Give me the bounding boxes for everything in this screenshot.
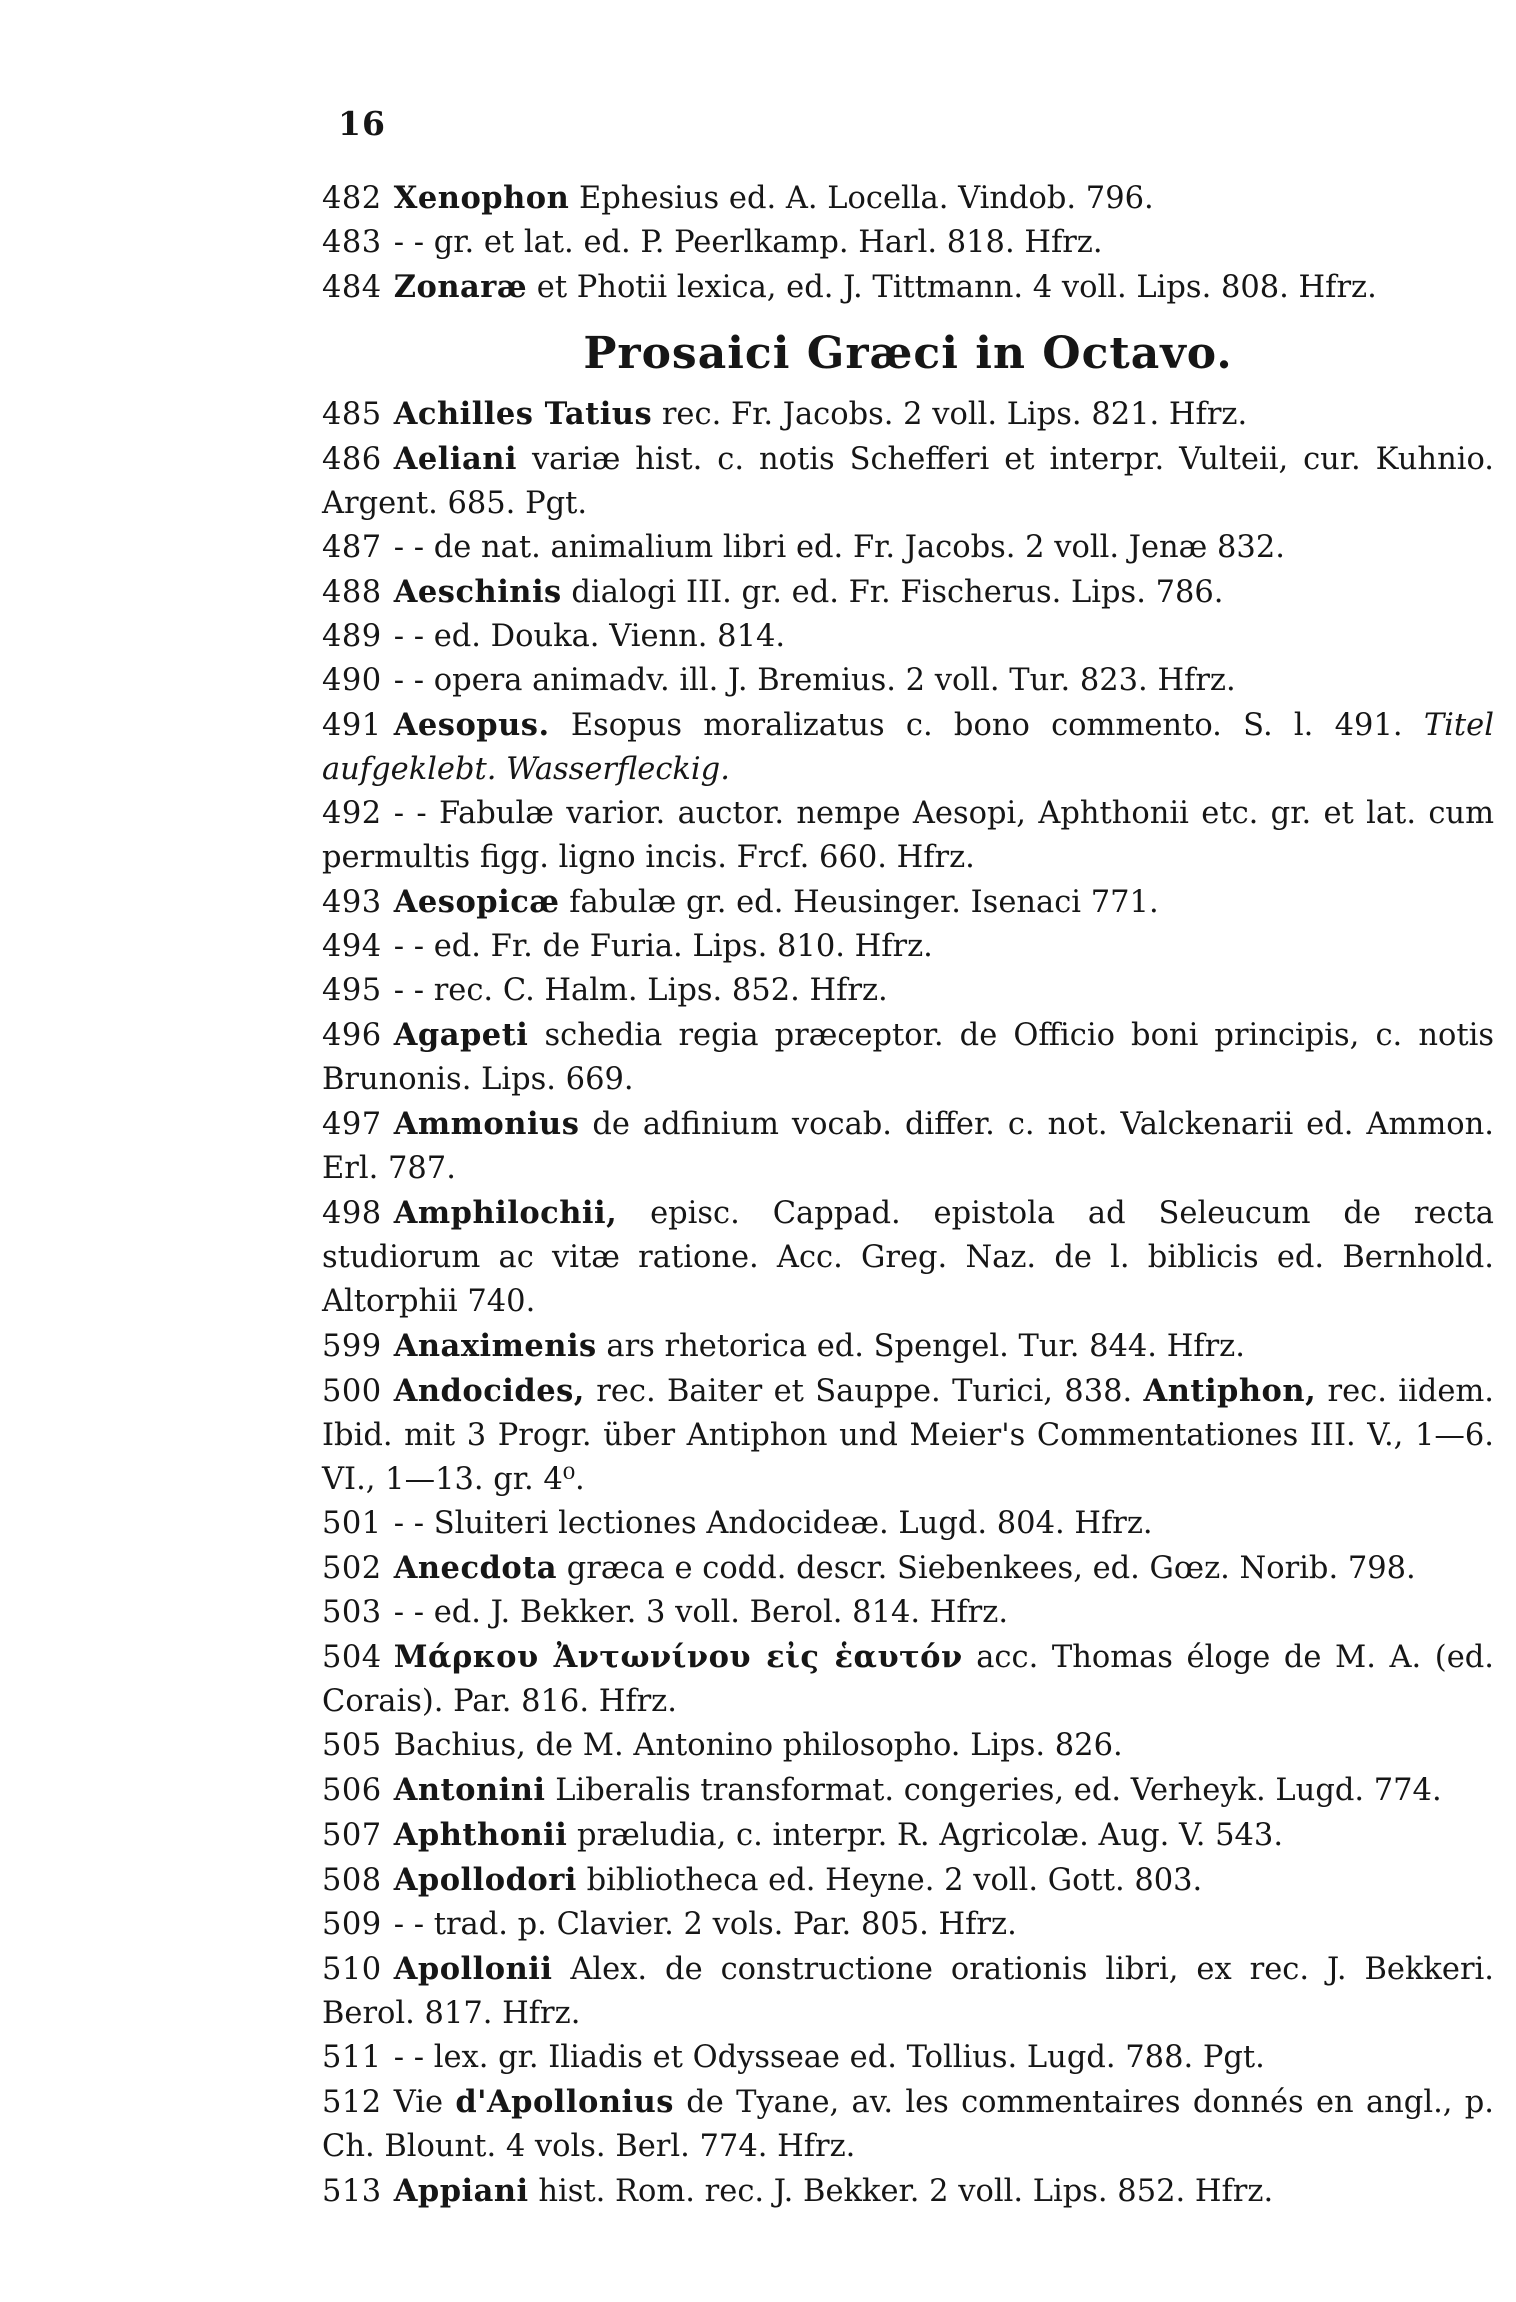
entry-number: 505 <box>322 1728 382 1763</box>
entry-text: - - lex. gr. Iliadis et Odysseae ed. Tollius. Lugd. 788. Pgt. <box>393 2040 1265 2075</box>
entry-text: Liberalis transformat. congeries, ed. Verheyk. Lugd. 774. <box>545 1773 1442 1808</box>
catalogue-entry <box>322 969 1494 1013</box>
catalogue-entry <box>322 570 1494 615</box>
entry-text: - - trad. p. Clavier. 2 vols. Par. 805. Hfrz. <box>393 1907 1017 1942</box>
entry-text: de adfinium vocab. differ. c. not. Valckenarii ed. Ammon. Erl. 787. <box>322 1107 1494 1186</box>
entry-text: ars rhetorica ed. Spengel. Tur. 844. Hfrz. <box>596 1329 1245 1364</box>
entry-number: 496 <box>322 1018 382 1053</box>
catalogue-entry <box>322 265 1494 310</box>
entry-author: Aesopicæ <box>393 884 560 920</box>
entry-text: variæ hist. c. notis Schefferi et interpr. Vulteii, cur. Kuhnio. Argent. 685. Pgt. <box>322 442 1494 521</box>
entry-number: 486 <box>322 442 382 477</box>
catalogue-entry <box>322 2080 1494 2169</box>
entry-number: 495 <box>322 973 382 1008</box>
entry-text: Alex. de constructione orationis libri, ex rec. J. Bekkeri. Berol. 817. Hfrz. <box>322 1952 1494 2031</box>
entry-text: bibliotheca ed. Heyne. 2 voll. Gott. 803. <box>576 1863 1203 1898</box>
entries-after-heading <box>322 392 1494 2214</box>
entry-text: acc. Thomas éloge de M. A. (ed. Corais). Par. 816. Hfrz. <box>322 1640 1494 1719</box>
entry-author: Apollonii <box>393 1951 553 1987</box>
entry-number: 490 <box>322 663 382 698</box>
entry-text: de Tyane, av. les commentaires donnés en angl., p. Ch. Blount. 4 vols. Berl. 774. Hfrz. <box>322 2085 1494 2164</box>
entry-text: Ephesius ed. A. Locella. Vindob. 796. <box>569 181 1154 216</box>
entry-author: Aphthonii <box>393 1817 568 1853</box>
entry-number: 506 <box>322 1773 382 1808</box>
catalogue-entry <box>322 221 1494 265</box>
entry-number: 507 <box>322 1818 382 1853</box>
entry-text: - - ed. Fr. de Furia. Lips. 810. Hfrz. <box>393 929 933 964</box>
entry-number: 508 <box>322 1863 382 1898</box>
catalogue-entry <box>322 1724 1494 1768</box>
entry-text: et Photii lexica, ed. J. Tittmann. 4 voll. Lips. 808. Hfrz. <box>527 270 1377 305</box>
entry-text: - - gr. et lat. ed. P. Peerlkamp. Harl. 818. Hfrz. <box>393 225 1103 260</box>
catalogue-entry <box>322 1813 1494 1858</box>
catalogue-entry <box>322 437 1494 526</box>
entry-number: 500 <box>322 1374 382 1409</box>
entry-author: Xenophon <box>393 180 570 216</box>
entry-text: fabulæ gr. ed. Heusinger. Isenaci 771. <box>559 885 1159 920</box>
entry-author: Apollodori <box>393 1862 577 1898</box>
catalogue-entry <box>322 2169 1494 2214</box>
entry-number: 483 <box>322 225 382 260</box>
entry-author: Aeschinis <box>393 574 562 610</box>
entry-number: 509 <box>322 1907 382 1942</box>
catalogue-entry <box>322 792 1494 880</box>
entry-author: Antiphon, <box>1143 1373 1317 1409</box>
entry-author: Anaximenis <box>393 1328 597 1364</box>
entry-number: 503 <box>322 1595 382 1630</box>
entry-text: græca e codd. descr. Siebenkees, ed. Gœz. Norib. 798. <box>557 1551 1416 1586</box>
catalogue-entry <box>322 1858 1494 1903</box>
entry-number: 482 <box>322 181 382 216</box>
entry-number: 485 <box>322 397 382 432</box>
entry-author: Agapeti <box>393 1017 529 1053</box>
catalogue-entry <box>322 2036 1494 2080</box>
entry-number: 494 <box>322 929 382 964</box>
entry-number: 510 <box>322 1952 382 1987</box>
entry-text: dialogi III. gr. ed. Fr. Fischerus. Lips. 786. <box>561 575 1224 610</box>
catalogue-entry <box>322 1102 1494 1191</box>
catalogue-entry <box>322 1591 1494 1635</box>
entry-number: 487 <box>322 530 382 565</box>
entry-author: Aeliani <box>393 441 517 477</box>
entry-text: Bachius, de M. Antonino philosopho. Lips. 826. <box>393 1728 1123 1763</box>
entry-author: Amphilochii, <box>393 1195 618 1231</box>
entry-note: Titel aufgeklebt. Wasserfleckig. <box>322 708 1494 787</box>
entry-text: - - Fabulæ varior. auctor. nempe Aesopi, Aphthonii etc. gr. et lat. cum permultis figg. ligno incis. Frcf. 660. Hfrz. <box>322 796 1494 875</box>
entry-number: 502 <box>322 1551 382 1586</box>
entry-author: Ammonius <box>393 1106 580 1142</box>
entry-author: Antonini <box>393 1772 546 1808</box>
entry-number: 497 <box>322 1107 382 1142</box>
entry-text: rec. Baiter et Sauppe. Turici, 838. <box>584 1374 1144 1409</box>
entry-number: 488 <box>322 575 382 610</box>
entry-author: Aesopus. <box>393 707 550 743</box>
entry-text: rec. iidem. Ibid. mit 3 Progr. über Antiphon und Meier's Commentationes III. V., 1—6. VI., 1—13. gr. 4⁰. <box>322 1374 1494 1497</box>
entry-text: - - rec. C. Halm. Lips. 852. Hfrz. <box>393 973 888 1008</box>
entry-author: Andocides, <box>393 1373 585 1409</box>
entry-number: 491 <box>322 708 382 743</box>
entry-number: 504 <box>322 1640 382 1675</box>
entry-text: - - de nat. animalium libri ed. Fr. Jacobs. 2 voll. Jenæ 832. <box>393 530 1285 565</box>
entry-number: 501 <box>322 1506 382 1541</box>
catalogue-entry <box>322 1947 1494 2036</box>
catalogue-list <box>322 176 1494 2214</box>
entry-author: Anecdota <box>393 1550 558 1586</box>
entries-before-heading <box>322 176 1494 310</box>
catalogue-entry <box>322 1903 1494 1947</box>
catalogue-entry <box>322 1369 1494 1502</box>
catalogue-entry <box>322 1768 1494 1813</box>
entry-text: - - Sluiteri lectiones Andocideæ. Lugd. 804. Hfrz. <box>393 1506 1153 1541</box>
entry-text: Esopus moralizatus c. bono commento. S. l. 491. <box>549 708 1424 743</box>
entry-text: schedia regia præceptor. de Officio boni principis, c. notis Brunonis. Lips. 669. <box>322 1018 1494 1097</box>
catalogue-entry <box>322 1635 1494 1724</box>
entry-author: Appiani <box>393 2173 529 2209</box>
entry-number: 498 <box>322 1196 382 1231</box>
entry-text: rec. Fr. Jacobs. 2 voll. Lips. 821. Hfrz. <box>652 397 1248 432</box>
section-heading: Prosaici Græci in Octavo. <box>583 328 1233 379</box>
catalogue-entry <box>322 1546 1494 1591</box>
page-number: 16 <box>338 104 386 143</box>
catalogue-entry <box>322 703 1494 792</box>
catalogue-entry <box>322 615 1494 659</box>
entry-number: 493 <box>322 885 382 920</box>
catalogue-entry <box>322 659 1494 703</box>
catalogue-entry <box>322 1191 1494 1324</box>
entry-number: 489 <box>322 619 382 654</box>
catalogue-entry <box>322 1324 1494 1369</box>
catalogue-entry <box>322 1502 1494 1546</box>
entry-text: hist. Rom. rec. J. Bekker. 2 voll. Lips. 852. Hfrz. <box>528 2174 1274 2209</box>
catalogue-entry <box>322 925 1494 969</box>
catalogue-entry <box>322 176 1494 221</box>
entry-text: episc. Cappad. epistola ad Seleucum de recta studiorum ac vitæ ratione. Acc. Greg. Naz. de l. biblicis ed. Bernhold. Altorphii 740. <box>322 1196 1494 1319</box>
entry-number: 492 <box>322 796 382 831</box>
entry-number: 484 <box>322 270 382 305</box>
catalogue-entry <box>322 880 1494 925</box>
catalogue-entry <box>322 392 1494 437</box>
entry-author: d'Apollonius <box>455 2084 674 2120</box>
entry-number: 512 <box>322 2085 382 2120</box>
entry-text: - - opera animadv. ill. J. Bremius. 2 voll. Tur. 823. Hfrz. <box>393 663 1236 698</box>
entry-text: præludia, c. interpr. R. Agricolæ. Aug. V. 543. <box>567 1818 1284 1853</box>
entry-author: Achilles Tatius <box>393 396 653 432</box>
entry-text: - - ed. Douka. Vienn. 814. <box>393 619 786 654</box>
catalogue-entry <box>322 526 1494 570</box>
entry-text: Vie <box>393 2085 456 2120</box>
catalogue-entry <box>322 1013 1494 1102</box>
entry-number: 511 <box>322 2040 382 2075</box>
entry-number: 513 <box>322 2174 382 2209</box>
entry-author: Zonaræ <box>393 269 528 305</box>
entry-text: - - ed. J. Bekker. 3 voll. Berol. 814. Hfrz. <box>393 1595 1009 1630</box>
entry-author: Μάρκου Ἀντωνίνου εἰς ἑαυτόν <box>393 1639 963 1675</box>
entry-number: 599 <box>322 1329 382 1364</box>
